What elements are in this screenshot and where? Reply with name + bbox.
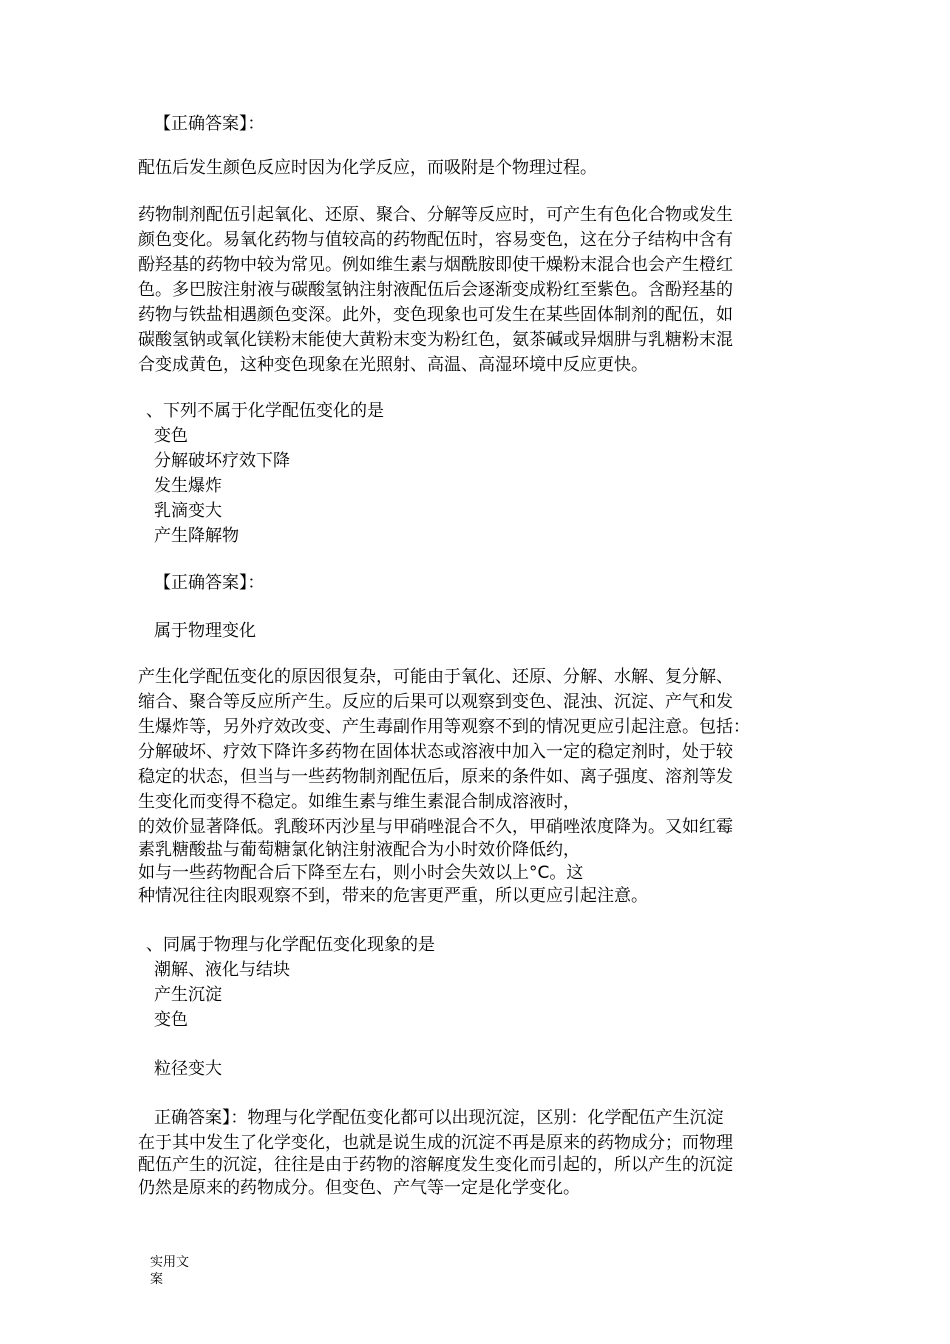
- explanation-line: 配伍产生的沉淀，往往是由于药物的溶解度发生变化而引起的，所以产生的沉淀: [138, 1155, 733, 1175]
- question-option: 产生降解物: [154, 526, 239, 546]
- answer-header-1: 【正确答案】：: [154, 114, 265, 134]
- explanation-line: 种情况往往肉眼观察不到，带来的危害更严重，所以更应引起注意。: [138, 886, 648, 906]
- answer-brief-1: 配伍后发生颜色反应时因为化学反应，而吸附是个物理过程。: [138, 158, 597, 178]
- explanation-line: 合变成黄色，这种变色现象在光照射、高温、高湿环境中反应更快。: [138, 355, 648, 375]
- explanation-line: 分解破坏、疗效下降许多药物在固体状态或溶液中加入一定的稳定剂时，处于较: [138, 742, 733, 762]
- question-option: 变色: [154, 1010, 188, 1030]
- explanation-line: 色。多巴胺注射液与碳酸氢钠注射液配伍后会逐渐变成粉红至紫色。含酚羟基的: [138, 280, 733, 300]
- explanation-line: 生爆炸等，另外疗效改变、产生毒副作用等观察不到的情况更应引起注意。包括：: [138, 717, 750, 737]
- question-option: 潮解、液化与结块: [154, 960, 290, 980]
- answer-header-2: 【正确答案】：: [154, 573, 265, 593]
- question-stem: 、下列不属于化学配伍变化的是: [146, 401, 384, 421]
- explanation-line: 正确答案】：物理与化学配伍变化都可以出现沉淀，区别：化学配伍产生沉淀: [154, 1108, 724, 1128]
- explanation-line: 碳酸氢钠或氧化镁粉末能使大黄粉末变为粉红色，氨茶碱或异烟肼与乳糖粉末混: [138, 330, 733, 350]
- explanation-line: 生变化而变得不稳定。如维生素与维生素混合制成溶液时，: [138, 792, 580, 812]
- footer-line: 案: [150, 1272, 164, 1287]
- explanation-line: 产生化学配伍变化的原因很复杂，可能由于氧化、还原、分解、水解、复分解、: [138, 667, 733, 687]
- question-option: 粒径变大: [154, 1059, 222, 1079]
- explanation-line: 素乳糖酸盐与葡萄糖氯化钠注射液配合为小时效价降低约，: [138, 840, 580, 860]
- question-option: 乳滴变大: [154, 501, 222, 521]
- explanation-line: 如与一些药物配合后下降至左右，则小时会失效以上°C。这: [138, 863, 584, 883]
- footer-line: 实用文: [150, 1255, 190, 1270]
- explanation-line: 药物与铁盐相遇颜色变深。此外，变色现象也可发生在某些固体制剂的配伍，如: [138, 305, 733, 325]
- explanation-line: 仍然是原来的药物成分。但变色、产气等一定是化学变化。: [138, 1178, 580, 1198]
- answer-brief-2: 属于物理变化: [154, 621, 256, 641]
- explanation-line: 的效价显著降低。乳酸环丙沙星与甲硝唑混合不久，甲硝唑浓度降为。又如红霉: [138, 817, 733, 837]
- explanation-line: 在于其中发生了化学变化，也就是说生成的沉淀不再是原来的药物成分；而物理: [138, 1133, 733, 1153]
- question-option: 分解破坏疗效下降: [154, 451, 290, 471]
- question-option: 产生沉淀: [154, 985, 222, 1005]
- explanation-line: 缩合、聚合等反应所产生。反应的后果可以观察到变色、混浊、沉淀、产气和发: [138, 692, 733, 712]
- question-option: 变色: [154, 426, 188, 446]
- explanation-line: 药物制剂配伍引起氧化、还原、聚合、分解等反应时，可产生有色化合物或发生: [138, 205, 733, 225]
- explanation-line: 稳定的状态，但当与一些药物制剂配伍后，原来的条件如、离子强度、溶剂等发: [138, 767, 733, 787]
- explanation-line: 酚羟基的药物中较为常见。例如维生素与烟酰胺即使干燥粉末混合也会产生橙红: [138, 255, 733, 275]
- question-option: 发生爆炸: [154, 476, 222, 496]
- explanation-line: 颜色变化。易氧化药物与值较高的药物配伍时，容易变色，这在分子结构中含有: [138, 230, 733, 250]
- question-stem: 、同属于物理与化学配伍变化现象的是: [146, 935, 435, 955]
